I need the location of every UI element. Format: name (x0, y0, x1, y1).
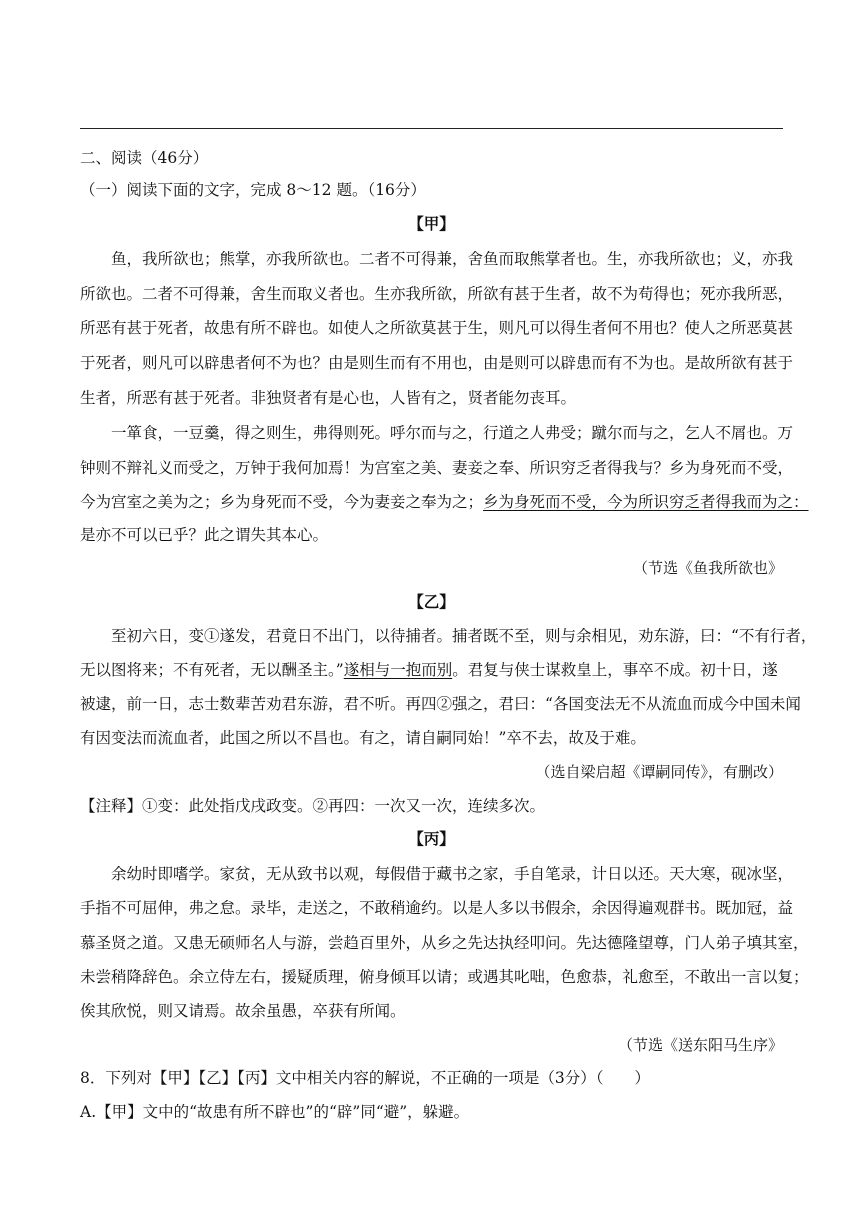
yi-line-4: 有因变法而流血者，此国之所以不昌也。有之，请自嗣同始！”卒不去，故及于难。 (80, 729, 646, 747)
section-title: 二、阅读（46分） (80, 149, 209, 167)
bing-line-3: 慕圣贤之道。又患无硕师名人与游，尝趋百里外，从乡之先达执经叩问。先达德隆望尊，门人弟子填其室， (80, 934, 809, 952)
option-a: A.【甲】文中的“故患有所不辟也”的“辟”同“避”，躲避。 (80, 1103, 470, 1121)
jia-line-4: 于死者，则凡可以辟患者何不为也？由是则生而有不用也，由是则可以辟患而有不为也。是故所欲有甚于 (80, 354, 794, 372)
yi-line-1: 至初六日，变①遂发，君竟日不出门，以待捕者。捕者既不至，则与余相见，劝东游，曰：“不有行者， (80, 627, 817, 645)
bing-line-2: 手指不可屈伸，弗之怠。录毕，走送之，不敢稍逾约。以是人多以书假余，余因得遍观群书。既加冠，益 (80, 899, 794, 917)
source-yi: （选自梁启超《谭嗣同传》，有删改） (535, 763, 783, 781)
question-8: 8．下列对【甲】【乙】【丙】文中相关内容的解说，不正确的一项是（3分）（ ） (80, 1069, 650, 1087)
header-rule (80, 128, 783, 129)
yi-underlined-phrase: 遂相与一抱而别 (343, 661, 453, 679)
bing-line-1: 余幼时即嗜学。家贫，无从致书以观，每假借于藏书之家，手自笔录，计日以还。天大寒，砚冰坚， (80, 865, 794, 883)
heading-jia: 【甲】 (408, 214, 455, 233)
yi-line-3: 被逮，前一日，志士数辈苦劝君东游，君不听。再四②强之，君曰：“各国变法无不从流血而成今中国未闻 (80, 695, 801, 713)
yi-line-2 (80, 660, 800, 680)
instruction: （一）阅读下面的文字，完成 8～12 题。（16分） (80, 181, 426, 199)
source-jia: （节选《鱼我所欲也》 (632, 559, 783, 577)
yi-line-2-a: 无以图将来；不有死者，无以酬圣主。” (80, 661, 344, 679)
annotation: 【注释】①变：此处指戊戌政变。②再四：一次又一次，连续多次。 (80, 797, 546, 815)
jia-line-3: 所恶有甚于死者，故患有所不辟也。如使人之所欲莫甚于生，则凡可以得生者何不用也？使人之所恶莫甚 (80, 319, 794, 337)
jia-line-7: 钟则不辩礼义而受之，万钟于我何加焉！为宫室之美、妻妾之奉、所识穷乏者得我与？乡为身死而不受， (80, 459, 794, 477)
jia-line-2: 所欲也。二者不可得兼，舍生而取义者也。生亦我所欲，所欲有甚于生者，故不为苟得也；死亦我所恶， (80, 285, 794, 303)
jia-line-9: 是亦不可以已乎？此之谓失其本心。 (80, 526, 329, 544)
jia-underlined-sentence: 乡为身死而不受，今为所识穷乏者得我而为之： (483, 493, 809, 511)
heading-yi: 【乙】 (408, 592, 455, 611)
jia-line-8 (80, 492, 809, 512)
jia-line-6: 一箪食，一豆羹，得之则生，弗得则死。呼尔而与之，行道之人弗受；蹴尔而与之，乞人不屑也。万 (80, 424, 794, 442)
jia-line-8-a: 今为宫室之美为之；乡为身死而不受，今为妻妾之奉为之； (80, 493, 484, 511)
heading-bing: 【丙】 (408, 829, 455, 848)
bing-line-5: 俟其欣悦，则又请焉。故余虽愚，卒获有所闻。 (80, 1002, 406, 1020)
yi-line-2-b: 。君复与侠士谋救皇上，事卒不成。初十日，遂 (452, 661, 778, 679)
source-bing: （节选《送东阳马生序》 (617, 1036, 783, 1054)
jia-line-5: 生者，所恶有甚于死者。非独贤者有是心也，人皆有之，贤者能勿丧耳。 (80, 389, 577, 407)
jia-line-1: 鱼，我所欲也；熊掌，亦我所欲也。二者不可得兼，舍鱼而取熊掌者也。生，亦我所欲也；义，亦我 (80, 250, 794, 268)
bing-line-4: 未尝稍降辞色。余立侍左右，援疑质理，俯身倾耳以请；或遇其叱咄，色愈恭，礼愈至，不敢出一言以复； (80, 968, 809, 986)
